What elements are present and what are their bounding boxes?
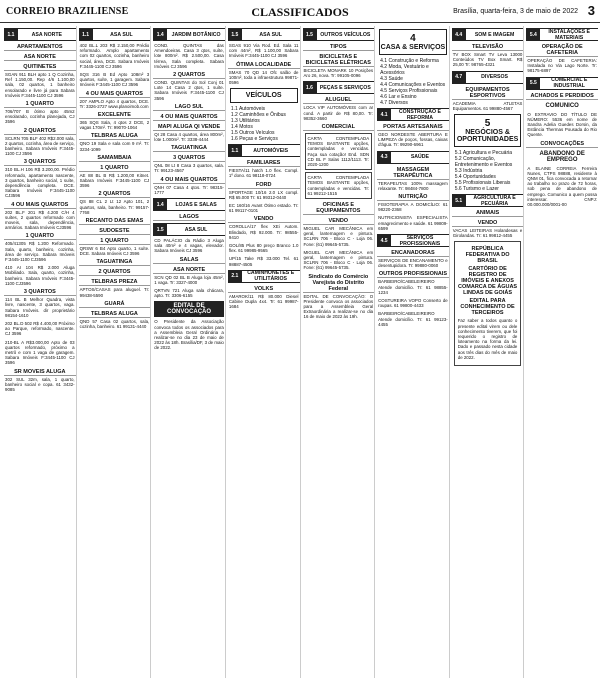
index-item: 4.7 Diversos <box>380 100 408 106</box>
subheading: TELBRAS ALUGA <box>79 133 151 140</box>
columns <box>4 26 598 678</box>
subheading: FORD <box>228 182 300 189</box>
classified-ad: SPORTAGE 10/16 2.0 LX compl. R$ 65.000 Tr: 61 99312-0440 <box>228 189 299 200</box>
classified-ad: SERVIÇOS DE ENCANAMENTO e desentupidora. Tr: 99880-0060 <box>378 258 448 269</box>
classified-ad: NUTRICIONISTA ESPECIALISTA emagrecimento e saúde. 61 99809-6599 <box>378 215 448 231</box>
index-item: 4.2 Moda, Vestuário e Acessórios <box>380 64 429 76</box>
index-item: 1.4 Motos <box>230 124 253 131</box>
classified-ad: 114 BL B Melhor Quadra, vista livre, nascente, 3 quartos, vaga. Sabara Imóveis. dir proprietário 98154-1610 <box>5 297 75 318</box>
category-name: OUTROS VEÍCULOS <box>320 31 371 38</box>
category-name: INSTALAÇÕES E MATERIAIS <box>548 28 591 41</box>
notice-title: REPÚBLICA FEDERATIVA DO BRASIL <box>465 246 510 265</box>
notice-banner: EDITAL DE CONVOCAÇÃO <box>154 301 224 317</box>
subheading: 4 OU MAIS QUARTOS <box>79 91 151 98</box>
classified-ad: BARBEIRO/CABELEIREIRO Atende domicílio. Tr: 61 98855-1234 <box>378 279 448 295</box>
subheading: MASSAGEM TERAPÊUTICA <box>377 167 449 180</box>
section-title: CLASSIFICADOS <box>251 5 349 19</box>
category-name: DIVERSOS <box>481 74 508 81</box>
category-code: 1.1 <box>4 29 18 40</box>
category-code: 1.1 <box>79 29 93 40</box>
index-item: 4.4 Comunicações e Eventos <box>380 82 446 88</box>
index-item: 1.2 Caminhões e Ônibus <box>230 112 286 119</box>
index-item: 1.6 Peças e Serviços <box>230 136 278 143</box>
subheading: 4 OU MAIS QUARTOS <box>153 114 225 121</box>
classified-ad: AE 88 BL B R$ 1.200,00 Kitnet. Sabara Imóveis F:3445-1100 CJ 3596 <box>79 172 150 189</box>
category-name: COMERCIAL E INDUSTRIAL <box>551 77 588 90</box>
section-number: 4 <box>410 33 416 44</box>
notice-subtitle: CARTÓRIO DE REGISTRO DE IMÓVEIS E ANEXOS COMARCA DE ÁGUAS LINDAS DE GOIÁS <box>458 266 518 297</box>
category-code: 1.6 <box>303 82 317 93</box>
category-name: ASA NORTE <box>31 31 62 38</box>
subheading: VENDO <box>452 220 524 227</box>
subheading: ENCANADORAS <box>377 250 449 257</box>
classified-ad: COND. QUINTAS das Amendoeiras. Casa 3 qtos, suíte, lote 800m². R$ 2.500,00. Casa térrea, Sala completa. Sabara Imóveis CJ 3596 <box>154 43 224 69</box>
section-box <box>454 114 522 147</box>
column-1 <box>4 26 77 678</box>
classified-ad: VACAS LEITEIRAS Holandesas e Girolandas. Tr: 61 99812-4455 <box>452 228 523 239</box>
category-code: 4.7 <box>452 72 466 83</box>
classified-ad: CARTA CONTEMPLADA TEMOS BASTANTE opções, contempladas e vencidas. Tr: 61 99212-1515 <box>305 172 373 199</box>
category-code: 1.4 <box>153 199 167 210</box>
classified-ad: 402 BL.L 203 R$ 2.150,00 Prédio reformado. Amplo apartamento com 02 quartos, cozinha, banheiro social, área, DCE. Sabara Imóveis F:3445-1100 CJ 3596 <box>79 43 150 69</box>
subheading: 3 QUARTOS <box>4 159 76 166</box>
classified-ad: 207 AMPLO Apto 4 quartos, DCE. Tr: 3326-2727 www.planoimob.com <box>79 98 150 109</box>
subheading: TELBRAS ALUGA <box>79 311 151 318</box>
classified-ad: COSTUREIRA VOPO Conserto de roupas. 61 99800-4433 <box>378 298 448 309</box>
subheading: 3 QUARTOS <box>153 155 225 162</box>
category-header <box>153 198 225 211</box>
category-code: 4.5 <box>377 235 391 246</box>
notice-text: O Presidente da Associação convoca todos os associados para a Assembleia Geral Ordinária a realizar-se no dia 23 de maio de 2022 às 18h. Brasília/DF, 3 de maio de 2022. <box>154 319 224 351</box>
column-3 <box>153 26 226 678</box>
category-header <box>79 28 151 41</box>
classified-ad: SGAS 910 Via Rod. Ed. Sala 11 com 44m², R$ 1.100,00 Sabara Imóveis F:3445-1100 CJ 3596 <box>228 43 299 59</box>
subheading: SALAS <box>153 257 225 264</box>
subheading: 1 QUARTO <box>79 238 151 245</box>
category-code: 1.5 <box>153 224 167 235</box>
page-number: 3 <box>587 3 595 18</box>
classified-ad: QRSW 6 B4 Apto quarto, 1 suíte. DCE. Sabara Imóveis CJ 3596 <box>79 246 150 257</box>
classified-ad: 310 BL.H 106 R$ 3.200,00. Prédio reformado, apartamento nascente, 3 quartos, banheiro social, 1 suíte, dependência completa. DCE. Sabara Imóveis F:3445-1100 CJ3596 <box>5 167 75 199</box>
category-header <box>4 28 76 41</box>
classified-ad: SCLRN 705 BLF 402 R$2.000 sala, 2 quartos, cozinha, área de serviço, banheiro. Sabara Imóveis F:3445-1100 CJ 3596 <box>5 135 75 157</box>
subheading: TIPOS <box>303 44 375 51</box>
column-8 <box>526 26 598 678</box>
category-code: 5.4 <box>526 29 540 40</box>
classified-ad: QNO 19 Sala e sala com 9 m². Tr: 3234-1099 <box>79 141 150 152</box>
classified-ad: FISIOTERAPIA A DOMICÍLIO: 61 98220-2368 <box>378 202 448 213</box>
category-header <box>377 234 449 247</box>
classified-ad: O EXTRAVIO DO TÍTULO DE NÚMERO: 5536 em nome de Sandra Adelia Guedes Dorsin, da Estância Thermas Pousada do Rio Quente. <box>527 111 597 138</box>
classified-ad: QNH 07 Casa 4 qtos. Tr: 98315-1777 <box>154 184 224 195</box>
category-header <box>228 28 300 41</box>
category-header <box>526 77 598 90</box>
category-name: ASA SUL <box>259 31 282 38</box>
index-item: 5.5 Profissionais Liberais <box>454 180 511 187</box>
subheading: SUDOESTE <box>79 228 151 235</box>
subheading: 2 QUARTOS <box>4 128 76 135</box>
classified-ad: QNL 08 Lt 8 Casa 3 quartos, sala. Tr: 99123-4567 <box>154 163 224 174</box>
classified-ad: 210-BL A R$3.000,00 Apto de 03 quartos reformado, próximo a metrô e com 1 vaga de garagem. Sabara Imóveis F:3445-1100 CJ 3596 <box>5 339 75 366</box>
category-code: 5.1 <box>452 195 466 206</box>
subheading: ÓTIMA LOCALIDADE <box>228 62 300 69</box>
subheading: 2 QUARTOS <box>153 72 225 79</box>
classified-ad: SQS 316 B Ed Apto 108m² 3 quartos, suíte, 1 garagem. Sabara Imóveis F:3445-1100 CJ 3596 <box>79 72 150 88</box>
subheading: APARTAMENTOS <box>4 44 76 51</box>
classified-ad: UP/15 Take R$ 33.000 Tel. 61 98887-4505 <box>228 256 299 267</box>
classified-ad: BICICLETA MONARK 10 Posições Aro 26, nova. Tr: 99105-0096 <box>303 68 374 79</box>
classified-ad: QND 57 Casa 02 quartos, sala, cozinha, banheiro. 61 99131-4440 <box>79 318 150 330</box>
subheading: ALUGUEL <box>303 97 375 104</box>
classified-ad: QI 28 Casa 4 quartos, área 800m², lote 1.000m². Tr: 3338-4444 <box>154 131 224 143</box>
classified-ad: 202 BL.D 502 R$ 4.400,00 Próximo ao Parque, reformado, nascente. CJ 3596 <box>5 320 75 337</box>
index-item: 4.3 Saúde <box>380 76 403 82</box>
subheading: BICICLETAS E BICICLETAS ELÉTRICAS <box>303 54 375 67</box>
category-header <box>303 81 375 94</box>
index-item: 5.1 Agricultura e Pecuária <box>454 150 513 157</box>
category-code: 4.3 <box>377 152 391 163</box>
subheading: VENDO <box>303 218 375 225</box>
category-code: 4.4 <box>452 29 466 40</box>
category-header <box>377 108 449 121</box>
category-name: SOM E IMAGEM <box>474 31 515 38</box>
legal-notice <box>454 241 522 366</box>
subheading: PORTAS ARTESANAIS <box>377 124 449 131</box>
subheading: QUITINETES <box>4 64 76 71</box>
classified-ad: MIGUEL CAR MECÂNICA em geral, lanternagem e pintura. SCLRN 706 - Bloco C - Loja 06. Fone: (61) 99645-5735. <box>303 249 374 271</box>
classified-ad: COND. QUINTAS do Sol Conj 01 Lote 14 Casa 2 qtos, 1 suíte. Sabara Imóveis F:3445-1100 CJ 3596 <box>154 80 224 101</box>
classified-ad: 405/41305 R$ 1.200 Reformado. Sala, quarto, banheiro, cozinha, área de serviço. Sabara Imóveis F:3445-1100 CJ3596 <box>5 241 75 263</box>
section-box <box>379 29 447 55</box>
index-item: 1.3 Utilitários <box>230 118 260 125</box>
column-5 <box>303 26 376 678</box>
subheading: 3 QUARTOS <box>4 289 76 296</box>
classified-ad: OPERAÇÃO DE CAFETERIA: Instalada no Via Lago Norte. Tr: 98175-6897 <box>527 58 597 74</box>
classified-ad: QS 88 CL 2 Lt 12 Apto 101, 2 quartos, sala, banheiro. Tr: 99157-7768 <box>79 199 150 215</box>
subheading: VOLKS <box>228 286 300 293</box>
category-header <box>526 28 598 41</box>
category-header <box>452 194 524 207</box>
classified-ad: COROLLA/17 flex XEi Autom. Blindado, R$ 92.000. Tr: 98555-9410 <box>228 224 299 240</box>
category-code: 1.4 <box>153 29 167 40</box>
subheading: 1 QUARTO <box>4 233 76 240</box>
index-item: 5.6 Turismo e Lazer <box>454 186 499 193</box>
section-number: 5 <box>484 118 491 130</box>
classified-ad: SCN QD 02 BL B Aluga loja 45m², 1 vaga. Tr: 3327-4000 <box>154 274 224 285</box>
category-header <box>452 28 524 41</box>
category-header <box>153 28 225 41</box>
subheading: 1 QUARTO <box>79 165 151 172</box>
index-item: 4.1 Construção e Reforma <box>380 58 439 64</box>
category-header <box>452 71 524 84</box>
page-header <box>0 0 600 23</box>
index-item: 1.1 Automóveis <box>230 106 266 113</box>
subheading: TELEVISÃO <box>452 44 524 51</box>
subheading: LAGOS <box>153 214 225 221</box>
category-code: 2.1 <box>228 271 242 282</box>
section-box-title: CASA & SERVIÇOS <box>380 44 446 51</box>
subheading: EQUIPAMENTOS ESPORTIVOS <box>452 87 524 100</box>
index-item: 1.5 Outros Veículos <box>230 130 275 137</box>
subheading: TAGUATINGA <box>153 145 225 152</box>
classified-ad: A ELAINE CORREIA Ferreira Nunes, CTPS 98888, residente à QNM 01, fica convocada a retornar ao trabalho no prazo de 72 horas, sob pena de abandono de emprego. Comunico a quem possa interessar. CNPJ: 00.000.000/0001-00 <box>527 165 597 208</box>
classified-ad: APTOS/CASAS para aluguel. Tr: 99438-5590 <box>79 287 150 298</box>
category-header <box>153 223 225 236</box>
category-header <box>303 28 375 41</box>
category-code: 1.1 <box>228 145 242 156</box>
category-name: SERVIÇOS PROFISSIONAIS <box>399 234 441 247</box>
classified-ad: LOCA VIP AUTOMÓVEIS com ar cond. A partir de R$ 80,00. Tr: 98352-3660 <box>303 105 374 121</box>
subheading: ABANDONO DE EMPREGO <box>539 150 585 163</box>
issue-date: Brasília, quarta-feira, 3 de maio de 2022 <box>453 8 578 15</box>
index-item: 4.5 Serviços Profissionais <box>380 88 438 94</box>
classified-ad: MIGUEL CAR MECÂNICA em geral, lanternagem e pintura. SCLRN 706 - Bloco C - Loja 06. Fone: (61) 99645-5735. <box>303 226 374 247</box>
subheading: 4 OU MAIS QUARTOS <box>4 202 76 209</box>
category-name: ASA SUL <box>184 226 208 233</box>
category-name: ASA SUL <box>110 31 133 38</box>
classified-ad: AMAROK/11 R$ 80.000 Diesel Cabine Dupla 4x4. Tr: 61 99987-1684 <box>228 293 299 310</box>
subheading: OUTROS PROFISSIONAIS <box>378 271 448 278</box>
category-name: CAMINHONETES E UTILITÁRIOS <box>247 270 295 283</box>
classified-ad: TERAPEUTAS 100% massagem relaxante. Tr: 98484-7800 <box>378 180 448 191</box>
subheading: CONVOCAÇÕES <box>526 141 598 148</box>
subheading: LAGO SUL <box>153 104 225 111</box>
classified-ad: EC 160/16 Avant Ótimo estado. Tr: 61 99117-0101 <box>228 203 299 214</box>
category-name: AGRICULTURA E PECUÁRIA <box>473 194 516 207</box>
classified-ad: GEO NORDESTE ABERTURA E LIMPEZA de poços, fossas, caixas d'água. Tr: 99290-6961 <box>378 132 448 148</box>
section-box <box>230 88 298 103</box>
subheading: GUARÁ <box>79 301 151 308</box>
subheading: NUTRIÇÃO <box>377 194 449 201</box>
notice-heading: Sindicato do Comércio Varejista do Distrito Federal <box>303 274 375 293</box>
subheading: VENDO <box>228 216 300 223</box>
category-name: AUTOMÓVEIS <box>253 147 289 154</box>
index-item: 5.3 Indústria <box>454 168 483 175</box>
classified-ad: ACADEMIA ATLETAS Equipamentos. 61 99880-4567 <box>452 100 523 111</box>
category-name: JARDIM BOTÂNICO <box>171 31 221 38</box>
category-name: SAÚDE <box>410 154 430 161</box>
index-item: 5.2 Comunicação, Entretenimento e Eventos <box>454 156 513 169</box>
subheading: OPERAÇÃO DE CAFETERIA <box>526 44 598 57</box>
subheading: FAMILIARES <box>228 160 300 167</box>
subheading: ANIMAIS <box>452 210 524 217</box>
subheading: SAMAMBAIA <box>79 155 151 162</box>
category-name: CONSTRUÇÃO E REFORMA <box>398 108 441 121</box>
classified-ad: 202 BL.F 201 R$ 4.200 C/H 4 suítes, 2 quartos reformado com moveis, sala, dependência, armários. Sabara Imóveis CJ3596 <box>5 209 75 231</box>
subheading: 4 OU MAIS QUARTOS <box>153 177 225 184</box>
section-box-title: VEÍCULOS <box>245 92 282 100</box>
index-item: 4.6 Lar e Ensino <box>380 94 417 100</box>
subheading: COMERCIAL <box>303 124 375 131</box>
classified-ad: SMAS 70 QD 14 Ofc salão de 100m², toda a infraestrutura 99871-0596 <box>228 69 299 86</box>
column-7 <box>452 26 525 678</box>
subheading: RECANTO DAS EMAS <box>79 218 151 225</box>
column-6 <box>377 26 450 678</box>
classified-ad: 365 SQS Sala, 4 qtos 2 DCE, 2 vagas 170m². Tr: 99070-1064 <box>79 120 150 131</box>
classified-ad: FIESTA/11 hatch 1.0 flex. Compl. 1º dono. 61 98118-0724 <box>228 168 299 179</box>
subheading: COMUNICO <box>545 102 579 109</box>
classified-ad: TV BOX Smart TV Leva 13000 Conteúdos TV Box Smart. R$ 25,00 Tr: 98765-4321 <box>452 52 523 68</box>
subheading: ASA NORTE <box>4 54 76 61</box>
subheading: EXCELENTE <box>79 112 151 119</box>
subheading: ASA NORTE <box>153 267 225 274</box>
classified-ad: QRTVN 721 Aluga sala chácara, apto. Tr: 3306-6155 <box>154 288 224 299</box>
subheading: 2 QUARTOS <box>79 191 151 198</box>
category-header <box>228 144 300 157</box>
category-header <box>228 270 300 283</box>
subheading: SR MOVEIS ALUGA <box>4 369 76 376</box>
category-header <box>377 151 449 164</box>
category-name: PEÇAS E SERVIÇOS <box>319 84 371 91</box>
subheading: TAGUATINGA <box>79 259 151 266</box>
classified-ad: CD PALÁCIO da Rádio 3 Aluga sala 40m² e 4 vagas, elevador. Sabara Imóveis CJ 3596 <box>154 238 224 254</box>
notice-text: EDITAL DE CONVOCAÇÃO: O Presidente convoca os associados para a Assembleia Geral Extraordinária a realizar-se no dia 16 de maio de 2022 às 19h. <box>303 293 374 320</box>
classified-ad: CARTA CONTEMPLADA TEMOS BASTANTE opções, contempladas e vencidas. Faça sua cotação! End. SDN CD BL F Salas 1112/1113. Tr: 2020-1200 <box>305 133 373 170</box>
column-4 <box>228 26 301 678</box>
subheading: 1 QUARTO <box>4 101 76 108</box>
notice-heading: EDITAL PARA CONHECIMENTO DE TERCEIROS <box>460 298 515 317</box>
classified-ad: 302 SUL 32m, sala, 1 quarto, banheiro social e copa. 61 3432-9085 <box>5 376 75 392</box>
classified-ad: 706/707 B ótimo apto 45m2 ensolarado, cozinha planejada, CJ 3596 <box>5 109 75 125</box>
subheading: OFICINAS E EQUIPAMENTOS <box>303 202 375 215</box>
column-2 <box>79 26 152 678</box>
category-code: 1.5 <box>303 29 317 40</box>
section-box-title: NEGÓCIOS & OPORTUNIDADES <box>456 129 519 144</box>
subheading: 2 QUARTOS <box>79 269 151 276</box>
notice-text: Faz saber a todos quanto o presente edital virem ou dele conhecimento tiverem, que foi requerido o registro de loteamento na forma da lei. Dado e passado nesta cidade aos três dias do mês de maio de 2022. <box>457 318 518 360</box>
classified-ad: BARBEIRO/CABELEIREIRO Atende domicílio. Tr: 61 99123-4455 <box>378 311 448 327</box>
subheading: ACHADOS E PERDIDOS <box>526 93 598 100</box>
category-code: 1.5 <box>228 29 242 40</box>
category-code: 4.1 <box>377 109 391 120</box>
category-name: LOJAS E SALAS <box>175 201 217 208</box>
classified-ad: GOL/85 Plus 80 preço Branco 1.0 flex. 61 99985-9565 <box>228 243 299 254</box>
classified-ad: SGAN 911 BLH apto 1 Q Cozinha, Ref 1.150,00. Rep 4/6 1.100,00 sala, 02 quartos, 1 banheiro ensolarado e livre já para Sabara Imóveis F:3445-1100 CJ 3596 <box>5 72 75 98</box>
subheading: MAPI ALUGA QI VENDE <box>153 124 225 131</box>
classified-ad: 410 AI 104 R$ 2.000 Aluga Mobiliado. Sala, quarto, cozinha, banheiro. Sabara Imóveis F:3445-1100 CJ3596 <box>5 265 75 286</box>
subheading: TELBRAS PREZA <box>79 279 151 286</box>
publication-name: CORREIO BRAZILIENSE <box>6 6 129 17</box>
category-code: 5.5 <box>526 78 540 89</box>
index-item: 5.4 Oportunidades <box>454 174 496 181</box>
